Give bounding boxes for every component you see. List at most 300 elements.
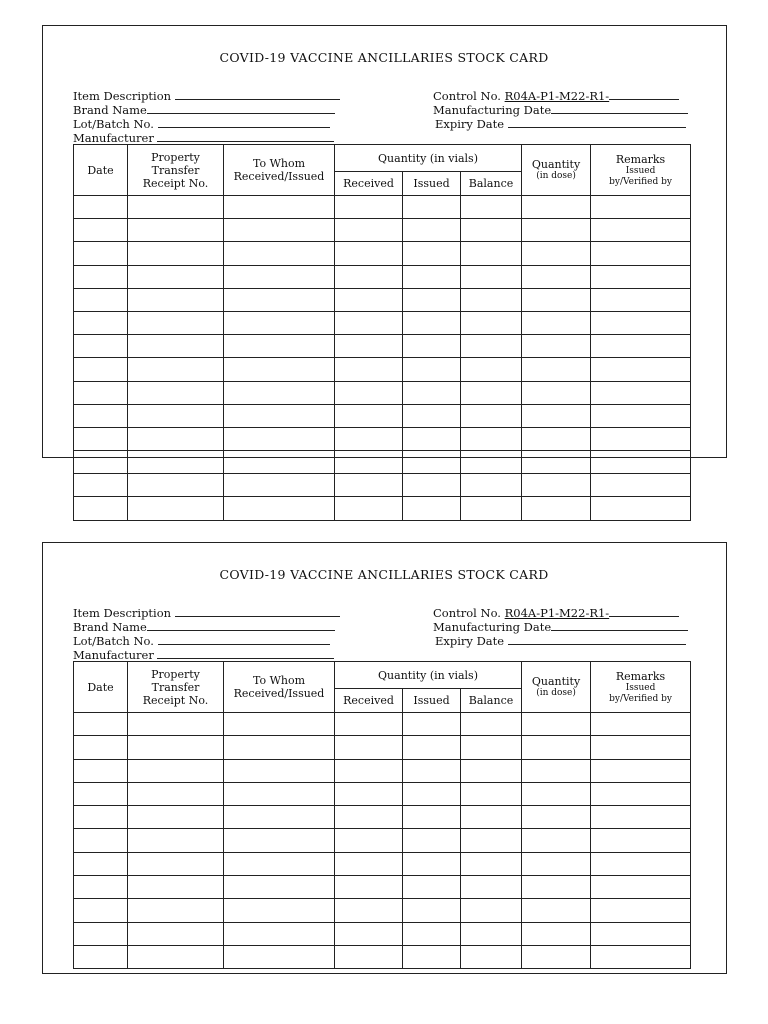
table-cell[interactable]: [461, 196, 522, 219]
table-row: [74, 945, 691, 968]
table-cell[interactable]: [403, 876, 461, 899]
item-description-label: Item Description: [73, 89, 172, 103]
control-no-label: Control No.: [433, 89, 501, 103]
card-1-manufacturer: [73, 130, 334, 145]
table-cell[interactable]: [522, 759, 591, 782]
table-cell[interactable]: [335, 829, 403, 852]
table-cell[interactable]: [522, 899, 591, 922]
table-cell[interactable]: [522, 852, 591, 875]
table-cell[interactable]: [591, 358, 691, 381]
table-cell[interactable]: [461, 474, 522, 497]
table-cell[interactable]: [224, 736, 335, 759]
table-row: [74, 474, 691, 497]
table-row: [74, 922, 691, 945]
table-cell[interactable]: [461, 899, 522, 922]
table-cell[interactable]: [522, 288, 591, 311]
table-row: [74, 335, 691, 358]
table-cell[interactable]: [128, 876, 224, 899]
table-cell[interactable]: [522, 196, 591, 219]
table-cell[interactable]: [128, 759, 224, 782]
table-cell[interactable]: [74, 381, 128, 404]
table-cell[interactable]: [403, 358, 461, 381]
table-cell[interactable]: [522, 404, 591, 427]
remarks-line-3: by/Verified by: [609, 693, 672, 704]
table-cell[interactable]: [224, 288, 335, 311]
table-cell[interactable]: [403, 759, 461, 782]
table-cell[interactable]: [403, 497, 461, 520]
table-cell[interactable]: [522, 713, 591, 736]
ptr-line-2: Transfer: [151, 163, 200, 177]
table-cell[interactable]: [128, 736, 224, 759]
table-cell[interactable]: [403, 451, 461, 474]
table-cell[interactable]: [461, 497, 522, 520]
card-1-title: COVID-19 VACCINE ANCILLARIES STOCK CARD: [219, 50, 549, 65]
table-cell[interactable]: [74, 497, 128, 520]
table-cell[interactable]: [128, 219, 224, 242]
table-cell[interactable]: [403, 782, 461, 805]
table-cell[interactable]: [461, 358, 522, 381]
table-cell[interactable]: [335, 265, 403, 288]
table-cell[interactable]: [522, 806, 591, 829]
table-cell[interactable]: [128, 945, 224, 968]
table-cell[interactable]: [522, 265, 591, 288]
table-cell[interactable]: [591, 219, 691, 242]
table-cell[interactable]: [591, 404, 691, 427]
table-cell[interactable]: [224, 311, 335, 334]
card-1-manufacturing-date: [433, 102, 688, 117]
table-cell[interactable]: [403, 288, 461, 311]
table-cell[interactable]: [224, 196, 335, 219]
card-2-lot-batch: [73, 633, 330, 648]
table-cell[interactable]: [591, 242, 691, 265]
table-cell[interactable]: [522, 219, 591, 242]
table-cell[interactable]: [224, 335, 335, 358]
ptr-line-1: Property: [151, 667, 200, 681]
ptr-line-2: Transfer: [151, 680, 200, 694]
col-balance-header: Balance: [461, 689, 522, 713]
table-cell[interactable]: [403, 427, 461, 450]
table-cell[interactable]: [74, 922, 128, 945]
table-cell[interactable]: [224, 474, 335, 497]
table-cell[interactable]: [335, 335, 403, 358]
col-issued-header: Issued: [403, 172, 461, 196]
table-cell[interactable]: [224, 806, 335, 829]
table-cell[interactable]: [128, 922, 224, 945]
manufacturer-label: Manufacturer: [73, 648, 154, 662]
table-cell[interactable]: [335, 404, 403, 427]
table-cell[interactable]: [522, 311, 591, 334]
table-cell[interactable]: [74, 899, 128, 922]
table-cell[interactable]: [74, 427, 128, 450]
remarks-line-3: by/Verified by: [609, 176, 672, 187]
table-cell[interactable]: [224, 451, 335, 474]
table-cell[interactable]: [522, 736, 591, 759]
to-whom-line-1: To Whom: [252, 674, 306, 687]
table-cell[interactable]: [591, 922, 691, 945]
table-cell[interactable]: [128, 829, 224, 852]
brand-name-field[interactable]: [147, 619, 335, 631]
table-cell[interactable]: [335, 358, 403, 381]
table-cell[interactable]: [461, 265, 522, 288]
item-description-label: Item Description: [73, 606, 172, 620]
table-cell[interactable]: [224, 497, 335, 520]
expiry-date-field[interactable]: [508, 633, 686, 645]
expiry-date-field[interactable]: [508, 116, 686, 128]
manufacturer-field[interactable]: [157, 647, 334, 659]
table-row: [74, 311, 691, 334]
card-2-title: COVID-19 VACCINE ANCILLARIES STOCK CARD: [219, 567, 549, 582]
table-cell[interactable]: [461, 713, 522, 736]
table-cell[interactable]: [74, 713, 128, 736]
table-cell[interactable]: [335, 736, 403, 759]
table-cell[interactable]: [224, 242, 335, 265]
table-cell[interactable]: [591, 265, 691, 288]
manufacturing-date-field[interactable]: [551, 619, 688, 631]
table-cell[interactable]: [461, 806, 522, 829]
table-cell[interactable]: [335, 288, 403, 311]
lot-batch-field[interactable]: [158, 633, 330, 645]
table-cell[interactable]: [74, 759, 128, 782]
table-cell[interactable]: [403, 335, 461, 358]
table-cell[interactable]: [591, 497, 691, 520]
lot-batch-label: Lot/Batch No.: [73, 117, 154, 131]
remarks-line-2: Issued: [625, 682, 656, 693]
table-cell[interactable]: [74, 242, 128, 265]
table-row: [74, 782, 691, 805]
table-cell[interactable]: [522, 381, 591, 404]
table-cell[interactable]: [128, 899, 224, 922]
brand-name-label: Brand Name: [73, 103, 147, 117]
card-2-manufacturing-date: [433, 619, 688, 634]
table-cell[interactable]: [403, 196, 461, 219]
table-cell[interactable]: [224, 852, 335, 875]
table-cell[interactable]: [591, 474, 691, 497]
remarks-line-1: Remarks: [615, 669, 666, 683]
manufacturer-field[interactable]: [157, 130, 334, 142]
table-cell[interactable]: [335, 782, 403, 805]
table-cell[interactable]: [591, 196, 691, 219]
table-cell[interactable]: [128, 451, 224, 474]
card-2-rows: [74, 713, 691, 969]
table-cell[interactable]: [461, 876, 522, 899]
table-cell[interactable]: [128, 288, 224, 311]
ptr-line-3: Receipt No.: [142, 693, 209, 707]
card-1-item-description: [73, 88, 340, 103]
table-row: [74, 497, 691, 520]
table-cell[interactable]: [224, 782, 335, 805]
control-no-field[interactable]: [609, 605, 679, 617]
table-cell[interactable]: [335, 381, 403, 404]
expiry-date-label: Expiry Date: [435, 117, 505, 131]
table-row: [74, 381, 691, 404]
table-row: [74, 427, 691, 450]
to-whom-line-2: Received/Issued: [233, 687, 325, 700]
table-cell[interactable]: [128, 713, 224, 736]
qty-dose-line-2: (in dose): [536, 171, 576, 181]
table-row: [74, 713, 691, 736]
table-cell[interactable]: [591, 876, 691, 899]
card-1-expiry-date: [435, 116, 686, 131]
col-property-transfer-header: [128, 662, 224, 713]
card-1-stock-table: [73, 144, 691, 521]
table-cell[interactable]: [522, 876, 591, 899]
item-description-field[interactable]: [175, 605, 340, 617]
qty-dose-line-1: Quantity: [531, 158, 581, 171]
table-cell[interactable]: [335, 852, 403, 875]
col-balance-header: Balance: [461, 172, 522, 196]
table-cell[interactable]: [128, 474, 224, 497]
table-cell[interactable]: [128, 427, 224, 450]
table-cell[interactable]: [461, 288, 522, 311]
table-row: [74, 852, 691, 875]
table-cell[interactable]: [461, 404, 522, 427]
table-cell[interactable]: [335, 242, 403, 265]
table-cell[interactable]: [128, 806, 224, 829]
table-cell[interactable]: [403, 381, 461, 404]
table-cell[interactable]: [403, 945, 461, 968]
table-cell[interactable]: [335, 451, 403, 474]
table-cell[interactable]: [224, 713, 335, 736]
table-cell[interactable]: [224, 265, 335, 288]
table-cell[interactable]: [403, 474, 461, 497]
table-row: [74, 829, 691, 852]
table-cell[interactable]: [461, 945, 522, 968]
table-cell[interactable]: [461, 381, 522, 404]
table-cell[interactable]: [224, 829, 335, 852]
table-row: [74, 219, 691, 242]
card-1-control-no: [433, 88, 679, 103]
card-2-stock-table: [73, 661, 691, 969]
table-row: [74, 806, 691, 829]
table-cell[interactable]: [522, 829, 591, 852]
col-date-header: Date: [74, 662, 128, 713]
ptr-line-1: Property: [151, 150, 200, 164]
table-cell[interactable]: [591, 759, 691, 782]
item-description-field[interactable]: [175, 88, 340, 100]
table-cell[interactable]: [128, 852, 224, 875]
col-property-transfer-header: [128, 145, 224, 196]
table-cell[interactable]: [403, 242, 461, 265]
table-row: [74, 736, 691, 759]
control-no-field[interactable]: [609, 88, 679, 100]
table-cell[interactable]: [403, 404, 461, 427]
table-cell[interactable]: [74, 782, 128, 805]
table-cell[interactable]: [591, 806, 691, 829]
table-cell[interactable]: [224, 427, 335, 450]
table-cell[interactable]: [74, 829, 128, 852]
col-quantity-vials-header: Quantity (in vials): [335, 662, 522, 689]
col-quantity-dose-header: [522, 145, 591, 196]
table-cell[interactable]: [74, 288, 128, 311]
table-cell[interactable]: [522, 451, 591, 474]
table-cell[interactable]: [224, 922, 335, 945]
remarks-line-2: Issued: [625, 165, 656, 176]
control-no-value: R04A-P1-M22-R1-: [504, 606, 610, 620]
table-cell[interactable]: [461, 242, 522, 265]
table-cell[interactable]: [522, 335, 591, 358]
table-row: [74, 265, 691, 288]
table-cell[interactable]: [403, 852, 461, 875]
table-cell[interactable]: [74, 736, 128, 759]
table-cell[interactable]: [403, 311, 461, 334]
col-received-header: Received: [335, 172, 403, 196]
table-cell[interactable]: [224, 876, 335, 899]
card-2-manufacturer: [73, 647, 334, 662]
lot-batch-field[interactable]: [158, 116, 330, 128]
table-cell[interactable]: [74, 852, 128, 875]
table-cell[interactable]: [335, 196, 403, 219]
table-cell[interactable]: [335, 876, 403, 899]
table-cell[interactable]: [522, 358, 591, 381]
table-cell[interactable]: [74, 358, 128, 381]
table-cell[interactable]: [591, 381, 691, 404]
table-cell[interactable]: [522, 945, 591, 968]
table-cell[interactable]: [461, 759, 522, 782]
table-cell[interactable]: [335, 497, 403, 520]
table-cell[interactable]: [403, 899, 461, 922]
table-row: [74, 288, 691, 311]
table-cell[interactable]: [335, 922, 403, 945]
table-cell[interactable]: [224, 219, 335, 242]
manufacturing-date-field[interactable]: [551, 102, 688, 114]
table-cell[interactable]: [74, 219, 128, 242]
table-cell[interactable]: [461, 451, 522, 474]
table-cell[interactable]: [128, 335, 224, 358]
card-2-expiry-date: [435, 633, 686, 648]
table-cell[interactable]: [461, 922, 522, 945]
table-cell[interactable]: [74, 311, 128, 334]
table-cell[interactable]: [224, 759, 335, 782]
table-cell[interactable]: [461, 852, 522, 875]
to-whom-line-2: Received/Issued: [233, 170, 325, 183]
table-cell[interactable]: [224, 358, 335, 381]
table-cell[interactable]: [74, 945, 128, 968]
table-cell[interactable]: [591, 451, 691, 474]
table-cell[interactable]: [403, 265, 461, 288]
table-cell[interactable]: [128, 311, 224, 334]
col-to-whom-header: [224, 145, 335, 196]
table-cell[interactable]: [74, 265, 128, 288]
table-cell[interactable]: [591, 899, 691, 922]
col-date-header: Date: [74, 145, 128, 196]
table-cell[interactable]: [128, 381, 224, 404]
table-cell[interactable]: [591, 736, 691, 759]
table-cell[interactable]: [461, 427, 522, 450]
table-cell[interactable]: [591, 288, 691, 311]
table-cell[interactable]: [403, 922, 461, 945]
table-cell[interactable]: [335, 759, 403, 782]
table-cell[interactable]: [74, 451, 128, 474]
col-to-whom-header: [224, 662, 335, 713]
table-cell[interactable]: [461, 736, 522, 759]
expiry-date-label: Expiry Date: [435, 634, 505, 648]
table-cell[interactable]: [74, 806, 128, 829]
table-cell[interactable]: [335, 219, 403, 242]
table-cell[interactable]: [128, 358, 224, 381]
ptr-line-3: Receipt No.: [142, 176, 209, 190]
manufacturer-label: Manufacturer: [73, 131, 154, 145]
table-cell[interactable]: [461, 335, 522, 358]
table-cell[interactable]: [335, 311, 403, 334]
control-no-value: R04A-P1-M22-R1-: [504, 89, 610, 103]
card-2-item-description: [73, 605, 340, 620]
lot-batch-label: Lot/Batch No.: [73, 634, 154, 648]
table-row: [74, 242, 691, 265]
card-1-brand-name: [73, 102, 335, 117]
table-cell[interactable]: [591, 311, 691, 334]
table-cell[interactable]: [128, 782, 224, 805]
table-cell[interactable]: [591, 335, 691, 358]
table-cell[interactable]: [74, 404, 128, 427]
table-cell[interactable]: [461, 219, 522, 242]
table-cell[interactable]: [335, 806, 403, 829]
table-cell[interactable]: [335, 945, 403, 968]
table-cell[interactable]: [591, 427, 691, 450]
table-cell[interactable]: [522, 242, 591, 265]
table-cell[interactable]: [403, 806, 461, 829]
table-cell[interactable]: [224, 899, 335, 922]
table-cell[interactable]: [335, 713, 403, 736]
table-cell[interactable]: [128, 497, 224, 520]
control-no-label: Control No.: [433, 606, 501, 620]
col-received-header: Received: [335, 689, 403, 713]
qty-dose-line-1: Quantity: [531, 675, 581, 688]
table-cell[interactable]: [461, 311, 522, 334]
table-row: [74, 404, 691, 427]
table-cell[interactable]: [74, 876, 128, 899]
brand-name-field[interactable]: [147, 102, 335, 114]
table-cell[interactable]: [591, 945, 691, 968]
table-cell[interactable]: [522, 474, 591, 497]
table-cell[interactable]: [522, 922, 591, 945]
table-cell[interactable]: [128, 404, 224, 427]
to-whom-line-1: To Whom: [252, 157, 306, 170]
table-cell[interactable]: [591, 852, 691, 875]
table-cell[interactable]: [522, 782, 591, 805]
table-cell[interactable]: [591, 713, 691, 736]
table-cell[interactable]: [128, 196, 224, 219]
table-cell[interactable]: [403, 736, 461, 759]
col-issued-header: Issued: [403, 689, 461, 713]
table-cell[interactable]: [128, 242, 224, 265]
manufacturing-date-label: Manufacturing Date: [433, 103, 552, 117]
table-cell[interactable]: [522, 497, 591, 520]
table-cell[interactable]: [335, 899, 403, 922]
table-cell[interactable]: [224, 404, 335, 427]
table-cell[interactable]: [591, 782, 691, 805]
col-quantity-dose-header: [522, 662, 591, 713]
table-cell[interactable]: [224, 945, 335, 968]
table-cell[interactable]: [461, 782, 522, 805]
table-cell[interactable]: [403, 829, 461, 852]
table-cell[interactable]: [335, 474, 403, 497]
table-cell[interactable]: [335, 427, 403, 450]
remarks-line-1: Remarks: [615, 152, 666, 166]
table-cell[interactable]: [591, 829, 691, 852]
table-cell[interactable]: [224, 381, 335, 404]
card-1-lot-batch: [73, 116, 330, 131]
table-cell[interactable]: [74, 474, 128, 497]
card-1-rows: [74, 196, 691, 521]
table-cell[interactable]: [74, 196, 128, 219]
table-cell[interactable]: [403, 713, 461, 736]
table-cell[interactable]: [128, 265, 224, 288]
table-row: [74, 876, 691, 899]
table-cell[interactable]: [461, 829, 522, 852]
table-cell[interactable]: [522, 427, 591, 450]
table-cell[interactable]: [403, 219, 461, 242]
table-cell[interactable]: [74, 335, 128, 358]
